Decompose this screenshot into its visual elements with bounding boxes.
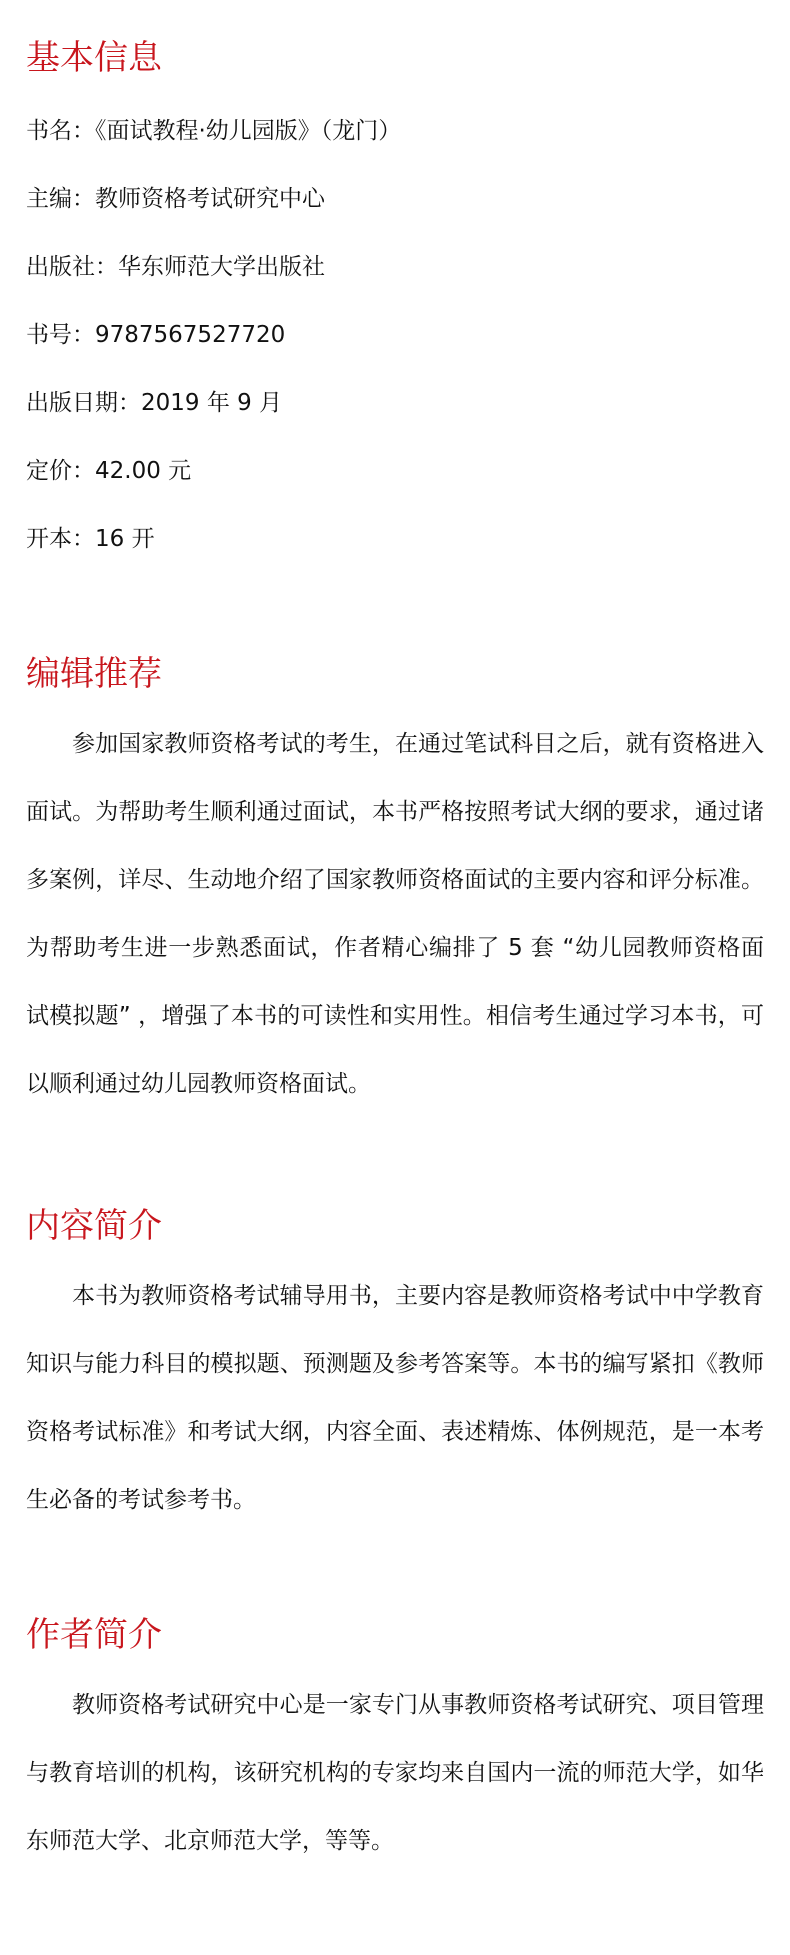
info-format: 开本：16 开 (26, 526, 155, 552)
info-price: 定价：42.00 元 (26, 458, 192, 484)
author-intro-text: 教师资格考试研究中心是一家专门从事教师资格考试研究、项目管理与教育培训的机构，该研究机构的专家均来自国内一流的师范大学，如华东师范大学、北京师范大学，等等。 (26, 1692, 764, 1854)
info-publish-date: 出版日期：2019 年 9 月 (26, 390, 283, 416)
content-intro-text: 本书为教师资格考试辅导用书，主要内容是教师资格考试中中学教育知识与能力科目的模拟题、预测题及参考答案等。本书的编写紧扣《教师资格考试标准》和考试大纲，内容全面、表述精炼、体例规范，是一本考生必备的考试参考书。 (26, 1283, 764, 1513)
info-book-title: 书名：《面试教程·幼儿园版》（龙门） (26, 118, 402, 144)
author-intro-heading: 作者简介 (26, 1615, 162, 1655)
info-editor: 主编：教师资格考试研究中心 (26, 186, 325, 212)
info-publisher: 出版社：华东师范大学出版社 (26, 254, 325, 280)
info-isbn: 书号：9787567527720 (26, 322, 286, 348)
content-intro-heading: 内容简介 (26, 1206, 162, 1246)
editor-recommend-heading: 编辑推荐 (26, 654, 162, 694)
basic-info-heading: 基本信息 (26, 38, 162, 78)
editor-recommend-text: 参加国家教师资格考试的考生，在通过笔试科目之后，就有资格进入面试。为帮助考生顺利通过面试，本书严格按照考试大纲的要求，通过诸多案例，详尽、生动地介绍了国家教师资格面试的主要内容和评分标准。为帮助考生进一步熟悉面试，作者精心编排了 5 套 “幼儿园教师资格面试模拟题” ，增强了本书的可读性和实用性。相信考生通过学习本书，可以顺利通过幼儿园教师资格面试。 (26, 731, 764, 1097)
